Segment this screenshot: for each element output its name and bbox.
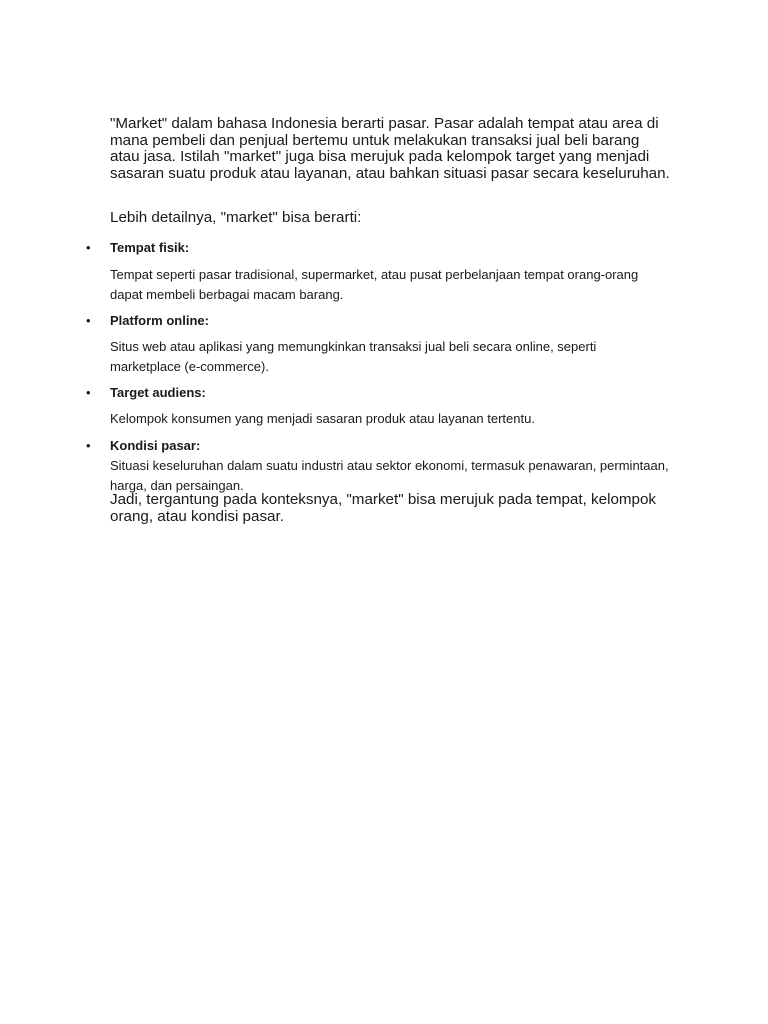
- item-description-kondisi-pasar: Situasi keseluruhan dalam suatu industri atau sektor ekonomi, termasuk penawaran, permintaan, harga, dan persaingan.: [110, 458, 669, 493]
- item-description-platform-online: Situs web atau aplikasi yang memungkinkan transaksi jual beli secara online, seperti marketplace (e-commerce).: [110, 339, 597, 374]
- item-term-platform-online: Platform online:: [110, 313, 209, 328]
- intro-paragraph: "Market" dalam bahasa Indonesia berarti pasar. Pasar adalah tempat atau area di mana pembeli dan penjual bertemu untuk melakukan transaksi jual beli barang atau jasa. Istilah "market" juga bisa merujuk pada kelompok target yang menjadi sasaran suatu produk atau layanan, atau bahkan situasi pasar secara keseluruhan.: [110, 115, 670, 182]
- item-description-target-audiens: Kelompok konsumen yang menjadi sasaran produk atau layanan tertentu.: [110, 411, 535, 426]
- item-term-target-audiens: Target audiens:: [110, 385, 206, 400]
- bullet-icon: •: [86, 438, 91, 453]
- item-term-tempat-fisik: Tempat fisik:: [110, 240, 190, 255]
- bullet-icon: •: [86, 240, 91, 255]
- item-description-tempat-fisik: Tempat seperti pasar tradisional, supermarket, atau pusat perbelanjaan tempat orang-orang dapat membeli berbagai macam barang.: [110, 267, 639, 302]
- bullet-icon: •: [86, 385, 91, 400]
- conclusion-paragraph: Jadi, tergantung pada konteksnya, "market" bisa merujuk pada tempat, kelompok orang, atau kondisi pasar.: [110, 491, 657, 525]
- item-term-kondisi-pasar: Kondisi pasar:: [110, 438, 201, 453]
- lead-sentence: Lebih detailnya, "market" bisa berarti:: [110, 209, 362, 226]
- bullet-icon: •: [86, 313, 91, 328]
